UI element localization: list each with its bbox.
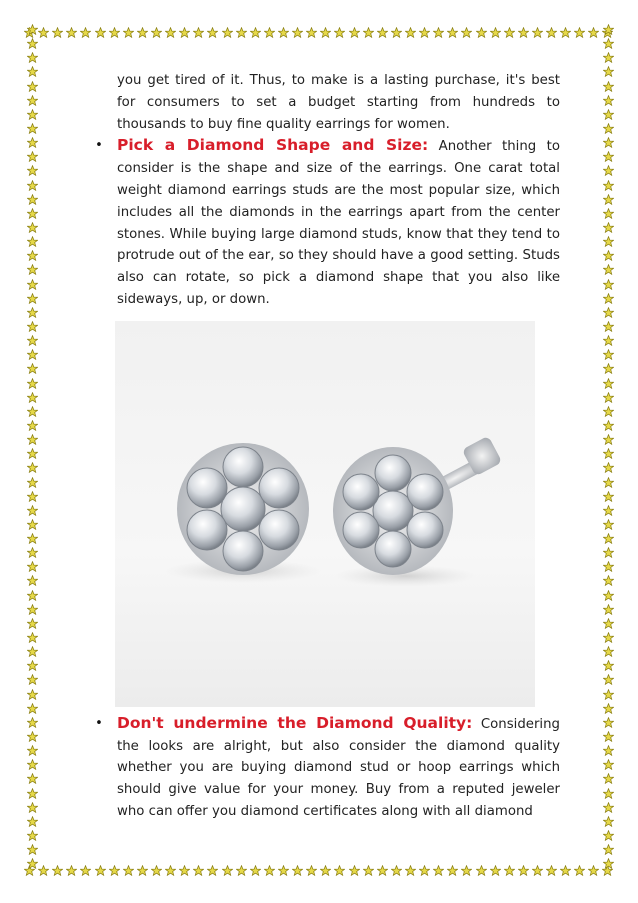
border-star-icon [27, 81, 38, 92]
border-star-icon [27, 533, 38, 544]
border-star-icon [27, 618, 38, 629]
border-star-icon [603, 717, 614, 728]
border-star-icon [27, 844, 38, 855]
border-star-icon [27, 222, 38, 233]
star-border-top [24, 24, 614, 40]
border-star-icon [603, 773, 614, 784]
border-star-icon [222, 865, 233, 876]
border-star-icon [27, 293, 38, 304]
border-star-icon [27, 194, 38, 205]
border-star-icon [264, 865, 275, 876]
border-star-icon [27, 802, 38, 813]
border-star-icon [27, 646, 38, 657]
border-star-icon [603, 533, 614, 544]
border-star-icon [476, 27, 487, 38]
border-star-icon [52, 865, 63, 876]
border-star-icon [603, 830, 614, 841]
border-star-icon [151, 27, 162, 38]
border-star-icon [250, 865, 261, 876]
border-star-icon [27, 575, 38, 586]
border-star-icon [27, 830, 38, 841]
border-star-icon [193, 865, 204, 876]
border-star-icon [603, 378, 614, 389]
border-star-icon [518, 27, 529, 38]
border-star-icon [391, 865, 402, 876]
border-star-icon [27, 109, 38, 120]
border-star-icon [27, 788, 38, 799]
border-star-icon [151, 865, 162, 876]
border-star-icon [603, 194, 614, 205]
border-star-icon [27, 505, 38, 516]
border-star-icon [80, 865, 91, 876]
border-star-icon [278, 865, 289, 876]
border-star-icon [179, 27, 190, 38]
border-star-icon [603, 363, 614, 374]
border-star-icon [27, 547, 38, 558]
border-star-icon [419, 865, 430, 876]
border-star-icon [306, 865, 317, 876]
border-star-icon [236, 27, 247, 38]
border-star-icon [603, 38, 614, 49]
border-star-icon [603, 81, 614, 92]
border-star-icon [264, 27, 275, 38]
border-star-icon [560, 865, 571, 876]
border-star-icon [603, 660, 614, 671]
right-earring [333, 435, 502, 574]
border-star-icon [518, 865, 529, 876]
left-earring [177, 443, 309, 575]
border-star-icon [193, 27, 204, 38]
border-star-icon [27, 137, 38, 148]
border-star-icon [334, 27, 345, 38]
border-star-icon [137, 27, 148, 38]
diamond-earrings-image [115, 321, 535, 707]
border-star-icon [27, 434, 38, 445]
border-star-icon [603, 392, 614, 403]
border-star-icon [27, 731, 38, 742]
border-star-icon [27, 392, 38, 403]
border-star-icon [334, 865, 345, 876]
border-star-icon [27, 604, 38, 615]
border-star-icon [603, 180, 614, 191]
border-star-icon [27, 561, 38, 572]
border-star-icon [109, 27, 120, 38]
border-star-icon [560, 27, 571, 38]
border-star-icon [320, 27, 331, 38]
border-star-icon [603, 703, 614, 714]
border-star-icon [603, 279, 614, 290]
border-star-icon [27, 717, 38, 728]
border-star-icon [27, 52, 38, 63]
border-star-icon [490, 865, 501, 876]
border-star-icon [27, 264, 38, 275]
border-star-icon [27, 759, 38, 770]
border-star-icon [27, 420, 38, 431]
border-star-icon [532, 865, 543, 876]
border-star-icon [27, 689, 38, 700]
border-star-icon [27, 816, 38, 827]
border-star-icon [603, 477, 614, 488]
border-star-icon [27, 349, 38, 360]
border-star-icon [603, 759, 614, 770]
border-star-icon [123, 865, 134, 876]
star-border-right [600, 24, 616, 870]
border-star-icon [250, 27, 261, 38]
bullet-icon: • [95, 715, 103, 731]
border-star-icon [603, 674, 614, 685]
border-star-icon [603, 406, 614, 417]
border-star-icon [603, 575, 614, 586]
border-star-icon [603, 307, 614, 318]
border-star-icon [391, 27, 402, 38]
border-star-icon [27, 335, 38, 346]
border-star-icon [292, 865, 303, 876]
border-star-icon [603, 519, 614, 530]
border-star-icon [490, 27, 501, 38]
border-star-icon [363, 27, 374, 38]
border-star-icon [574, 865, 585, 876]
border-star-icon [433, 865, 444, 876]
border-star-icon [603, 151, 614, 162]
border-star-icon [603, 618, 614, 629]
border-star-icon [109, 865, 120, 876]
bullet-heading: Pick a Diamond Shape and Size: [117, 136, 429, 155]
border-star-icon [179, 865, 190, 876]
border-star-icon [603, 109, 614, 120]
border-star-icon [207, 27, 218, 38]
border-star-icon [27, 632, 38, 643]
border-star-icon [433, 27, 444, 38]
border-star-icon [27, 858, 38, 869]
border-star-icon [80, 27, 91, 38]
border-star-icon [603, 250, 614, 261]
border-star-icon [603, 745, 614, 756]
border-star-icon [603, 448, 614, 459]
border-star-icon [603, 165, 614, 176]
border-star-icon [27, 660, 38, 671]
border-star-icon [603, 788, 614, 799]
border-star-icon [292, 27, 303, 38]
border-star-icon [603, 590, 614, 601]
border-star-icon [27, 477, 38, 488]
border-star-icon [603, 462, 614, 473]
border-star-icon [349, 27, 360, 38]
border-star-icon [27, 674, 38, 685]
border-star-icon [603, 321, 614, 332]
border-star-icon [137, 865, 148, 876]
border-star-icon [27, 745, 38, 756]
border-star-icon [447, 27, 458, 38]
border-star-icon [222, 27, 233, 38]
border-star-icon [27, 250, 38, 261]
border-star-icon [603, 123, 614, 134]
border-star-icon [27, 773, 38, 784]
border-star-icon [546, 27, 557, 38]
border-star-icon [27, 519, 38, 530]
star-border-left [24, 24, 40, 870]
border-star-icon [165, 865, 176, 876]
bullet-heading: Don't undermine the Diamond Quality: [117, 713, 473, 732]
border-star-icon [207, 865, 218, 876]
border-star-icon [603, 434, 614, 445]
border-star-icon [603, 24, 614, 35]
border-star-icon [603, 604, 614, 615]
border-star-icon [447, 865, 458, 876]
border-star-icon [588, 27, 599, 38]
border-star-icon [476, 865, 487, 876]
border-star-icon [603, 491, 614, 502]
border-star-icon [603, 731, 614, 742]
border-star-icon [27, 363, 38, 374]
bullet-text: Another thing to consider is the shape and size of the earrings. One carat total weight diamond earrings studs are the most popular size, which includes all the diamonds in the earrings apart from the center stones. While buying large diamond studs, know that they tend to protrude out of the ear, so they should have a good setting. Studs also can rotate, so pick a diamond shape that you also like sideways, up, or down. [117, 139, 560, 307]
border-star-icon [603, 858, 614, 869]
border-star-icon [603, 264, 614, 275]
border-star-icon [363, 865, 374, 876]
star-border-bottom [24, 862, 614, 878]
border-star-icon [461, 865, 472, 876]
border-star-icon [27, 180, 38, 191]
border-star-icon [603, 52, 614, 63]
border-star-icon [504, 27, 515, 38]
border-star-icon [27, 307, 38, 318]
border-star-icon [603, 349, 614, 360]
border-star-icon [405, 865, 416, 876]
border-star-icon [603, 689, 614, 700]
border-star-icon [27, 24, 38, 35]
border-star-icon [52, 27, 63, 38]
bullet-icon: • [95, 138, 103, 154]
border-star-icon [95, 865, 106, 876]
border-star-icon [165, 27, 176, 38]
border-star-icon [603, 505, 614, 516]
border-star-icon [603, 137, 614, 148]
border-star-icon [504, 865, 515, 876]
border-star-icon [27, 95, 38, 106]
bullet-text: Considering the looks are alright, but also consider the diamond quality whether you are buying diamond stud or hoop earrings which should give value for your money. Buy from a reputed jeweler who can offer you diamond certificates along with all diamond [117, 716, 560, 819]
intro-paragraph: you get tired of it. Thus, to make is a lasting purchase, it's best for consumers to set a budget starting from hundreds to thousands to buy fine quality earrings for women. [117, 73, 560, 132]
border-star-icon [603, 420, 614, 431]
border-star-icon [27, 151, 38, 162]
border-star-icon [27, 38, 38, 49]
border-star-icon [123, 27, 134, 38]
border-star-icon [405, 27, 416, 38]
border-star-icon [603, 802, 614, 813]
border-star-icon [603, 632, 614, 643]
border-star-icon [574, 27, 585, 38]
border-star-icon [546, 865, 557, 876]
border-star-icon [27, 279, 38, 290]
border-star-icon [27, 462, 38, 473]
border-star-icon [603, 547, 614, 558]
document-body [92, 70, 560, 823]
border-star-icon [27, 448, 38, 459]
border-star-icon [27, 590, 38, 601]
border-star-icon [236, 865, 247, 876]
border-star-icon [419, 27, 430, 38]
border-star-icon [603, 222, 614, 233]
bullet-diamond-quality [92, 713, 560, 823]
border-star-icon [27, 321, 38, 332]
border-star-icon [27, 703, 38, 714]
border-star-icon [27, 208, 38, 219]
border-star-icon [66, 27, 77, 38]
border-star-icon [27, 236, 38, 247]
border-star-icon [27, 123, 38, 134]
border-star-icon [27, 406, 38, 417]
border-star-icon [27, 378, 38, 389]
border-star-icon [320, 865, 331, 876]
border-star-icon [603, 293, 614, 304]
earrings-illustration [115, 321, 535, 707]
border-star-icon [27, 66, 38, 77]
border-star-icon [603, 816, 614, 827]
border-star-icon [603, 236, 614, 247]
border-star-icon [349, 865, 360, 876]
border-star-icon [278, 27, 289, 38]
border-star-icon [603, 335, 614, 346]
border-star-icon [603, 208, 614, 219]
border-star-icon [461, 27, 472, 38]
border-star-icon [532, 27, 543, 38]
border-star-icon [603, 561, 614, 572]
border-star-icon [603, 844, 614, 855]
border-star-icon [588, 865, 599, 876]
border-star-icon [377, 27, 388, 38]
bullet-shape-size [92, 135, 560, 310]
border-star-icon [377, 865, 388, 876]
border-star-icon [27, 491, 38, 502]
border-star-icon [603, 646, 614, 657]
border-star-icon [95, 27, 106, 38]
border-star-icon [66, 865, 77, 876]
border-star-icon [603, 66, 614, 77]
border-star-icon [27, 165, 38, 176]
border-star-icon [603, 95, 614, 106]
border-star-icon [306, 27, 317, 38]
